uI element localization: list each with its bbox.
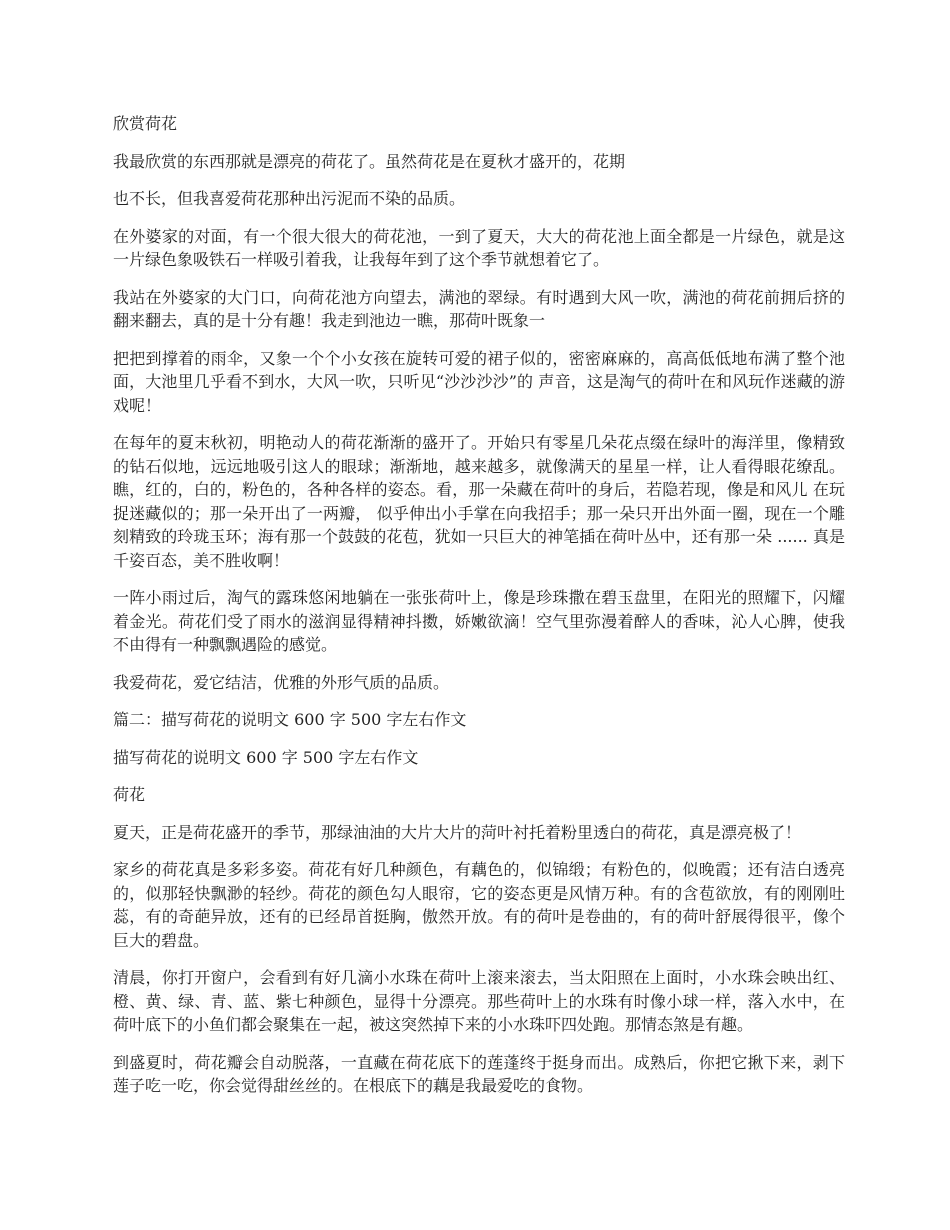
paragraph: 夏天，正是荷花盛开的季节，那绿油油的大片大片的菏叶衬托着粉里透白的荷花，真是漂亮极了！ [113,822,802,842]
paragraph: 把把到撑着的雨伞，又象一个个小女孩在旋转可爱的裙子似的，密密麻麻的，高高低低地布满了整个池面，大池里几乎看不到水，大风一吹，只听见“沙沙沙沙”的 声音，这是淘气的荷叶在和风玩作迷藏的游戏呢！ [113,348,845,415]
section-heading: 篇二：描写荷花的说明文 600 字 500 字左右作文 [113,710,467,729]
paragraph: 家乡的荷花真是多彩多姿。荷花有好几种颜色，有藕色的，似锦缎；有粉色的，似晚霞；还有洁白透亮的，似那轻快飘渺的轻纱。荷花的颜色勾人眼帘，它的姿态更是风情万种。有的含苞欲放，有的刚刚吐蕊，有的奇葩异放，还有的已经昂首挺胸，傲然开放。有的荷叶是卷曲的，有的荷叶舒展得很平，像个巨大的碧盘。 [113,860,845,950]
section-subheading: 描写荷花的说明文 600 字 500 字左右作文 [113,747,419,767]
paragraph: 一阵小雨过后，淘气的露珠悠闲地躺在一张张荷叶上，像是珍珠撒在碧玉盘里，在阳光的照耀下，闪耀着金光。荷花们受了雨水的滋润显得精神抖擞，娇嫩欲滴！空气里弥漫着醉人的香味，沁人心脾，使我不由得有一种飘飘遇险的感觉。 [113,588,845,654]
document-title: 欣赏荷花 [113,114,178,133]
paragraph: 到盛夏时，荷花瓣会自动脱落，一直藏在荷花底下的莲蓬终于挺身而出。成熟后，你把它揪下来，剥下莲子吃一吃，你会觉得甜丝丝的。在根底下的藕是我最爱吃的食物。 [113,1052,845,1095]
paragraph: 也不长，但我喜爱荷花那种出污泥而不染的品质。 [113,189,466,208]
paragraph: 在外婆家的对面，有一个很大很大的荷花池，一到了夏天，大大的荷花池上面全都是一片绿色，就是这一片绿色象吸铁石一样吸引着我，让我每年到了这个季节就想着它了。 [113,226,845,269]
paragraph: 清晨，你打开窗户，会看到有好几滴小水珠在荷叶上滚来滚去，当太阳照在上面时，小水珠会映出红、橙、黄、绿、青、蓝、紫七种颜色，显得十分漂亮。那些荷叶上的水珠有时像小球一样，落入水中，在荷叶底下的小鱼们都会聚集在一起，被这突然掉下来的小水珠吓四处跑。那情态煞是有趣。 [113,968,845,1034]
section-title: 荷花 [113,785,146,804]
paragraph: 我最欣赏的东西那就是漂亮的荷花了。虽然荷花是在夏秋才盛开的，花期 [113,151,626,171]
paragraph: 我爱荷花，爱它结洁，优雅的外形气质的品质。 [113,672,450,692]
document-page [113,112,845,1112]
paragraph: 在每年的夏末秋初，明艳动人的荷花渐渐的盛开了。开始只有零星几朵花点缀在绿叶的海洋里，像精致的钻石似地，远远地吸引这人的眼球；渐渐地，越来越多，就像满天的星星一样，让人看得眼花缭乱。瞧，红的，白的，粉色的，各种各样的姿态。看，那一朵藏在荷叶的身后，若隐若现，像是和风儿 在玩捉迷藏似的；那一朵开出了一两瓣， 似乎伸出小手掌在向我招手；那一朵只开出外面一圈，现在一个雕刻精致的玲珑玉环；海有那一个鼓鼓的花苞，犹如一只巨大的神笔插在荷叶丛中，还有那一朵 ...... 真是千姿百态，美不胜收啊！ [113,433,845,570]
paragraph: 我站在外婆家的大门口，向荷花池方向望去，满池的翠绿。有时遇到大风一吹，满池的荷花前拥后挤的翻来翻去，真的是十分有趣！我走到池边一瞧，那荷叶既象一 [113,287,845,330]
